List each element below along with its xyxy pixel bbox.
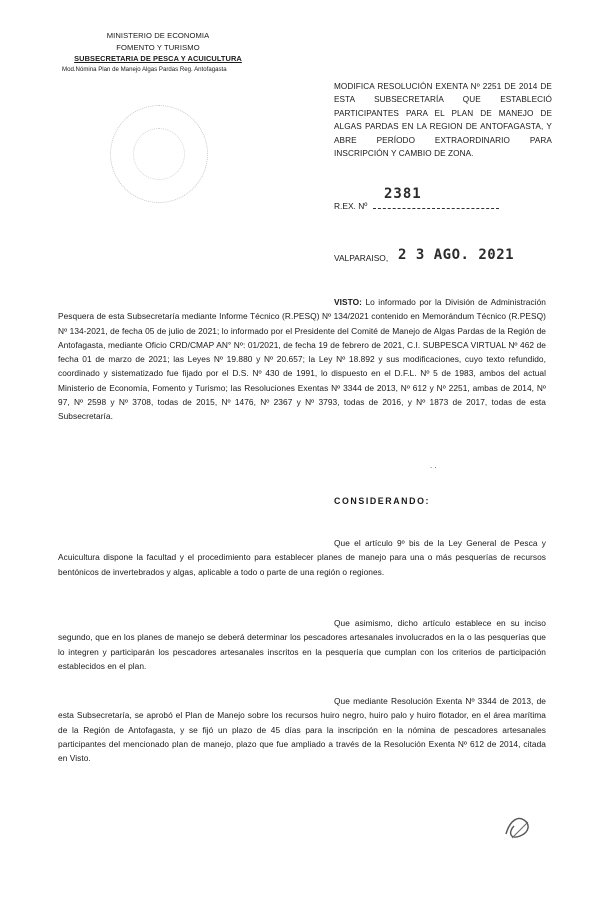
stray-mark: . . bbox=[430, 461, 437, 470]
resolution-title: MODIFICA RESOLUCIÓN EXENTA Nº 2251 DE 2014 DE ESTA SUBSECRETARÍA QUE ESTABLECIÓ PARTICIPANTES PARA EL PLAN DE MANEJO DE ALGAS PARDAS EN LA REGION DE ANTOFAGASTA, Y ABRE PERÍODO EXTRAORDINARIO PARA INSCRIPCIÓN Y CAMBIO DE ZONA. bbox=[334, 82, 552, 159]
subsecretaria-name: SUBSECRETARIA DE PESCA Y ACUICULTURA bbox=[74, 54, 242, 63]
resolution-label-line bbox=[334, 200, 499, 211]
visto-paragraph bbox=[58, 295, 546, 424]
ministry-name: MINISTERIO DE ECONOMIA bbox=[106, 31, 210, 40]
faded-seal bbox=[110, 105, 208, 203]
considerando-paragraph-1: Que el artículo 9º bis de la Ley General de Pesca y Acuicultura dispone la facultad y el procedimiento para establecer planes de manejo para una o más pesquerías de recursos bentónicos de invertebrados y algas, aplicable a todo o parte de una región o regiones. bbox=[58, 538, 546, 577]
visto-text: Lo informado por la División de Administración Pesquera de esta Subsecretaría mediante Informe Técnico (R.PESQ) Nº 134/2021 contenido en Memorándum Técnico (R.PESQ) Nº 134-2021, de fecha 05 de julio de 2021; lo informado por el Presidente del Comité de Manejo de Algas Pardas de la Región de Antofagasta, mediante Oficio CRD/CMAP AN° Nº: 01/2021, de fecha 19 de febrero de 2021, C.I. SUBPESCA VIRTUAL Nº 462 de fecha 01 de marzo de 2021; las Leyes Nº 19.880 y Nº 20.657; la Ley Nº 18.892 y sus modificaciones, cuyo texto refundido, coordinado y sistematizado fue fijado por el D.S. Nº 430 de 1991, lo dispuesto en el D.F.L. Nº 5 de 1983, ambos del actual Ministerio de Economía, Fomento y Turismo; las Resoluciones Exentas Nº 3344 de 2013, Nº 612 y Nº 2251, ambas de 2014, Nº 97, Nº 2598 y Nº 3708, todas de 2015, Nº 1476, Nº 2367 y Nº 3793, todas de 2016, y Nº 1873 de 2017, todas de esta Subsecretaría. bbox=[58, 297, 546, 422]
resolution-label: R.EX. Nº bbox=[334, 201, 368, 211]
ministry-subtitle: FOMENTO Y TURISMO bbox=[116, 42, 200, 52]
letterhead bbox=[58, 30, 258, 75]
visto-label: VISTO: bbox=[334, 297, 362, 307]
place-label: VALPARAISO, bbox=[334, 253, 389, 263]
handwritten-initials-mark bbox=[500, 808, 536, 844]
document-reference: Mod.Nómina Plan de Manejo Algas Pardas Reg. Antofagasta bbox=[62, 65, 227, 73]
considerando-paragraph-2: Que asimismo, dicho artículo establece en su inciso segundo, que en los planes de manejo se deberá determinar los pescadores artesanales involucrados en la o las pesquerías que lo integren y participarán los pescadores artesanales inscritos en la pesquería que cumplan con los criterios de participación establecidos en el plan. bbox=[58, 618, 546, 671]
resolution-number-line bbox=[373, 200, 499, 209]
considerando-heading: CONSIDERANDO: bbox=[334, 496, 431, 506]
resolution-date-stamp: 2 3 AGO. 2021 bbox=[398, 247, 515, 263]
resolution-number: 2381 bbox=[384, 186, 422, 202]
considerando-paragraph-3: Que mediante Resolución Exenta Nº 3344 de 2013, de esta Subsecretaría, se aprobó el Plan de Manejo sobre los recursos huiro negro, huiro palo y huiro flotador, en el área marítima de la Región de Antofagasta, y se fijó un plazo de 45 días para la inscripción en la nómina de pescadores artesanales participantes del mencionado plan de manejo, plazo que fue ampliado a través de la Resolución Exenta Nº 612 de 2014, citada en Visto. bbox=[58, 696, 546, 764]
faded-seal-center bbox=[133, 128, 185, 180]
